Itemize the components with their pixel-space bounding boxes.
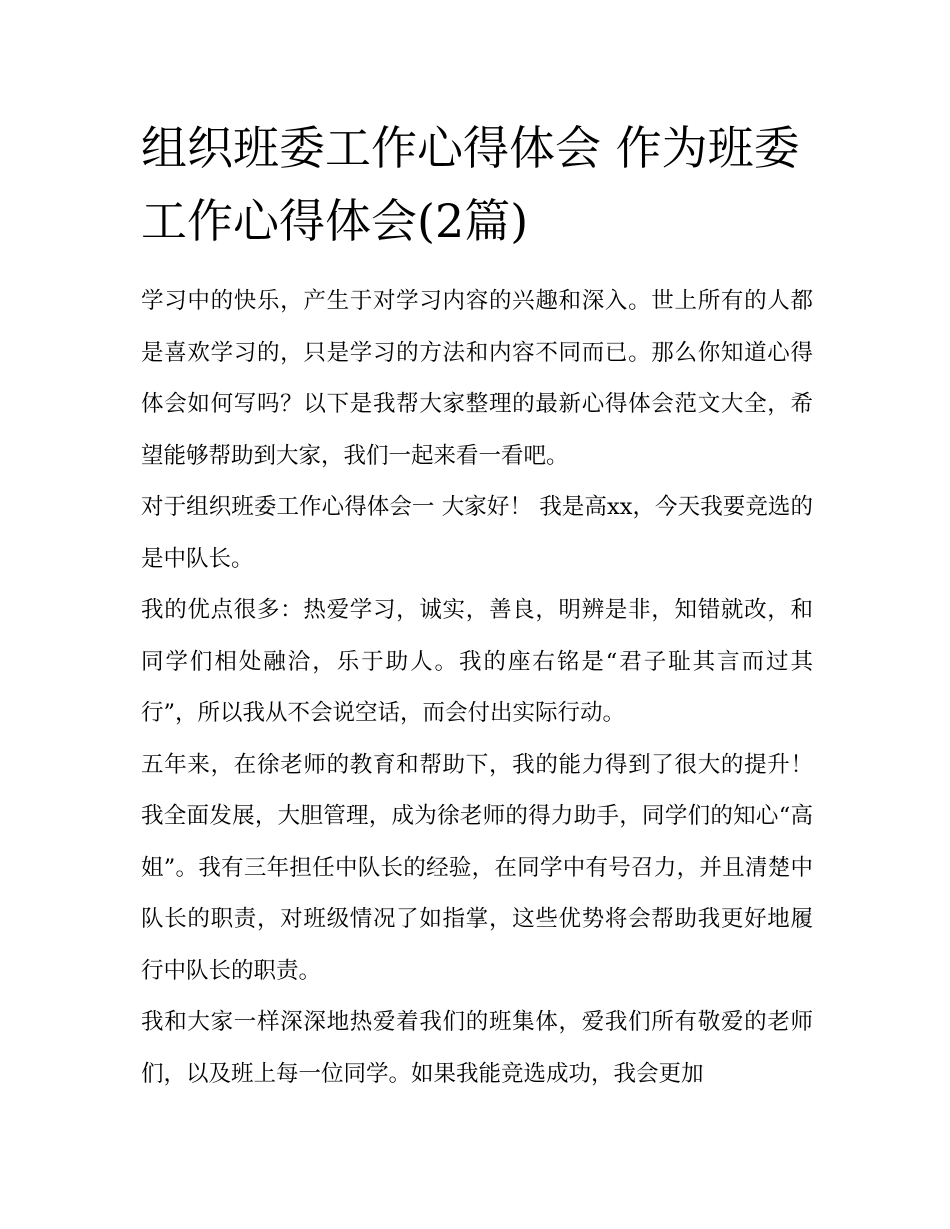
paragraph-greeting: 对于组织班委工作心得体会一 大家好！ 我是高xx，今天我要竞选的是中队长。 (141, 494, 813, 572)
document-title: 组织班委工作心得体会 作为班委工作心得体会(2篇) (141, 121, 800, 248)
paragraph-commitment: 我和大家一样深深地热爱着我们的班集体，爱我们所有敬爱的老师们，以及班上每一位同学。如果我能竞选成功，我会更加 (141, 1009, 813, 1087)
document-body (141, 112, 813, 1100)
paragraph-intro: 学习中的快乐，产生于对学习内容的兴趣和深入。世上所有的人都是喜欢学习的，只是学习的方法和内容不同而已。那么你知道心得体会如何写吗？以下是我帮大家整理的最新心得体会范文大全，希望能够帮助到大家，我们一起来看一看吧。 (141, 288, 813, 469)
paragraph-experience: 五年来，在徐老师的教育和帮助下，我的能力得到了很大的提升！我全面发展，大胆管理，成为徐老师的得力助手，同学们的知心“高姐”。我有三年担任中队长的经验，在同学中有号召力，并且清楚中队长的职责，对班级情况了如指掌，这些优势将会帮助我更好地履行中队长的职责。 (141, 751, 813, 984)
paragraph-strengths: 我的优点很多：热爱学习，诚实，善良，明辨是非，知错就改，和同学们相处融洽，乐于助人。我的座右铭是“君子耻其言而过其行”，所以我从不会说空话，而会付出实际行动。 (141, 597, 813, 726)
